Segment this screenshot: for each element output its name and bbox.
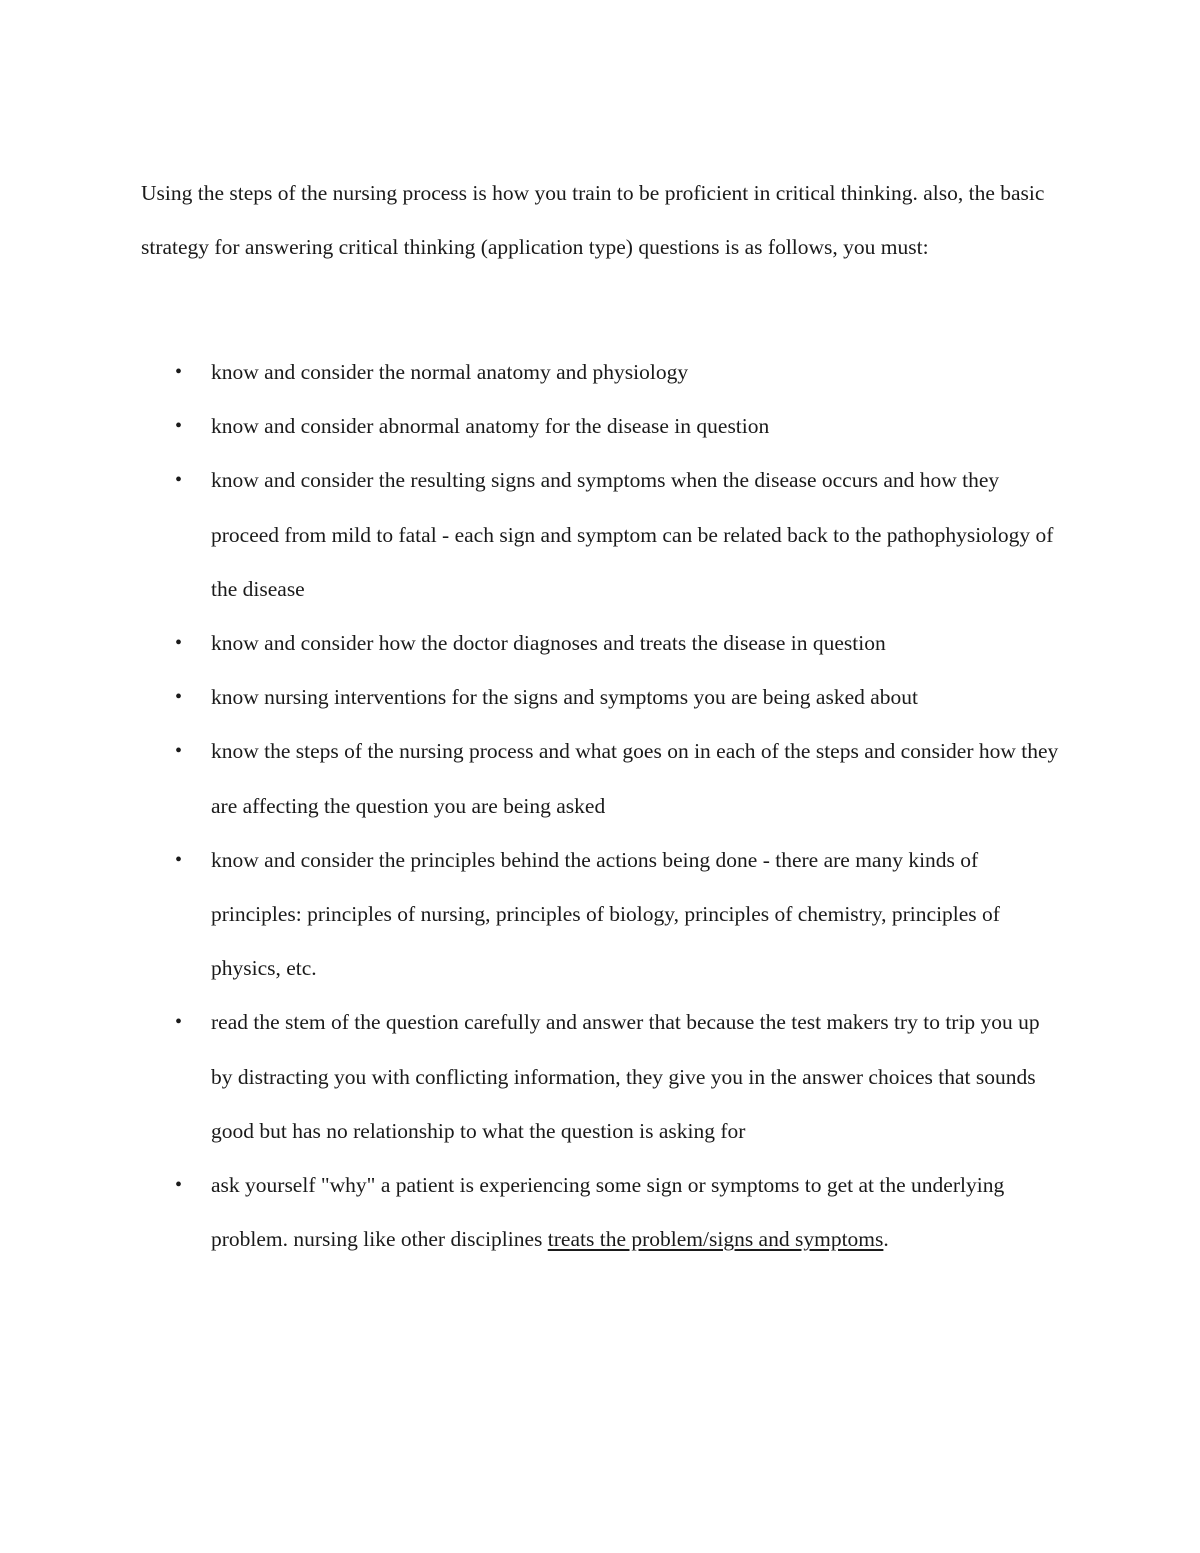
list-item-text (211, 1173, 1004, 1251)
bullet-icon: • (175, 361, 183, 383)
bullet-icon: • (175, 469, 183, 492)
underlined-phrase: treats the problem/signs and symptoms (547, 1227, 884, 1252)
list-item-text: know nursing interventions for the signs and symptoms you are being asked about (211, 685, 919, 710)
bullet-icon: • (175, 1011, 183, 1034)
bullet-icon: • (175, 1174, 183, 1197)
bullet-icon: • (175, 848, 183, 871)
list-item-text: know and consider the normal anatomy and physiology (211, 360, 689, 384)
bullet-icon: • (175, 415, 183, 438)
bullet-icon: • (175, 632, 183, 655)
list-item-text: know the steps of the nursing process and what goes on in each of the steps and consider how they are affecting the question you are being asked (211, 739, 1059, 818)
list-item-text: know and consider how the doctor diagnoses and treats the disease in question (211, 631, 886, 656)
list-item-text: know and consider the resulting signs and symptoms when the disease occurs and how they proceed from mild to fatal - each sign and symptom can be related back to the pathophysiology of the disease (211, 468, 1054, 601)
bullet-icon: • (175, 686, 183, 709)
list-item (141, 1158, 1061, 1266)
bullet-list (141, 345, 1061, 1266)
list-item (141, 833, 1061, 996)
list-item-text: know and consider the principles behind the actions being done - there are many kinds of principles: principles of nursing, principles of biology, principles of chemistry, principles of physics, etc. (211, 847, 1000, 981)
list-item (141, 399, 1061, 453)
list-item (141, 345, 1061, 399)
list-item (141, 453, 1061, 616)
list-item-text-end: . (883, 1227, 889, 1252)
list-item (141, 670, 1061, 724)
bullet-icon: • (175, 740, 183, 763)
intro-paragraph: Using the steps of the nursing process is how you train to be proficient in critical thinking. also, the basic strategy for answering critical thinking (application type) questions is as follows, you must: (141, 181, 1045, 260)
list-item-text: read the stem of the question carefully and answer that because the test makers try to trip you up by distracting you with conflicting information, they give you in the answer choices that sounds good but has no relationship to what the question is asking for (211, 1010, 1040, 1143)
list-item-text: know and consider abnormal anatomy for the disease in question (211, 414, 770, 439)
list-item (141, 724, 1061, 832)
list-item (141, 995, 1061, 1158)
list-item (141, 616, 1061, 670)
list-item-text-start: ask yourself "why" a patient is experiencing some sign or symptoms to get at the underlying problem. nursing like other disciplines (211, 1173, 1005, 1252)
